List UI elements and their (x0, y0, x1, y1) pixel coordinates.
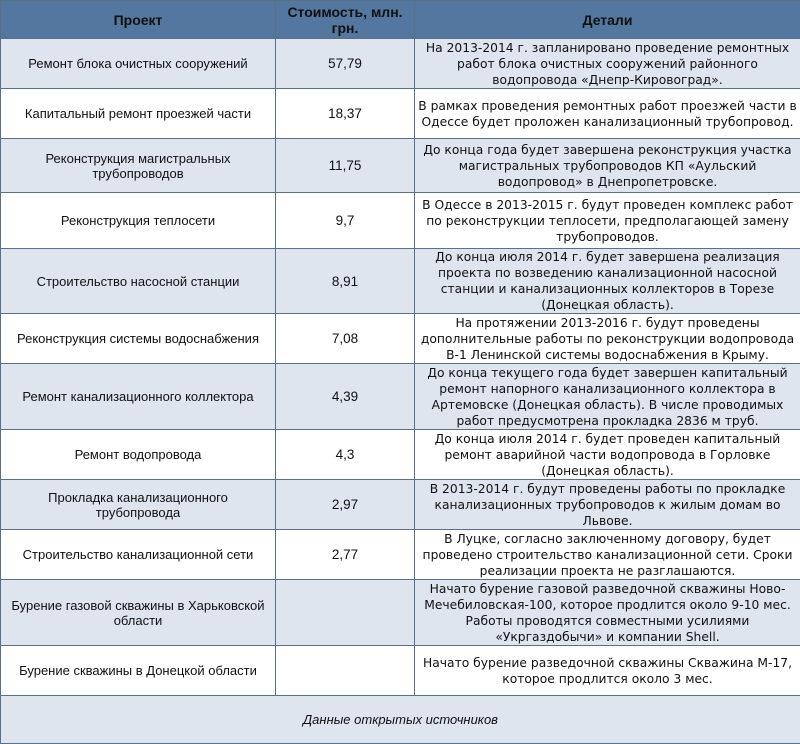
details-cell: В 2013-2014 г. будут проведены работы по прокладке канализационных трубопроводов к жилым домам во Львове. (415, 480, 800, 530)
project-cell: Прокладка канализационного трубопровода (1, 480, 276, 530)
cost-cell: 18,37 (276, 89, 415, 139)
project-cell: Реконструкция системы водоснабжения (1, 314, 276, 364)
project-cell: Ремонт блока очистных сооружений (1, 39, 276, 89)
project-cell: Строительство канализационной сети (1, 530, 276, 580)
cost-cell: 57,79 (276, 39, 415, 89)
cost-cell: 8,91 (276, 249, 415, 314)
cost-cell (276, 646, 415, 696)
details-cell: До конца июля 2014 г. будет проведен капитальный ремонт аварийной части водопровода в Горловке (Донецкая область). (415, 430, 800, 480)
table-row (1, 89, 800, 139)
details-cell: До конца текущего года будет завершен капитальный ремонт напорного канализационного коллектора в Артемовске (Донецкая область). В числе проводимых работ предусмотрена прокладка 2836 м труб. (415, 364, 800, 430)
details-cell: В рамках проведения ремонтных работ проезжей части в Одессе будет проложен канализационный трубопровод. (415, 89, 800, 139)
details-cell: Начато бурение разведочной скважины Скважина М-17, которое продлится около 3 мес. (415, 646, 800, 696)
table-row (1, 430, 800, 480)
source-note: Данные открытых источников (1, 696, 800, 744)
table-row (1, 646, 800, 696)
table-row (1, 139, 800, 193)
table-row (1, 480, 800, 530)
project-cell: Реконструкция теплосети (1, 193, 276, 249)
project-cell: Бурение газовой скважины в Харьковской области (1, 580, 276, 646)
cost-cell: 11,75 (276, 139, 415, 193)
project-cell: Строительство насосной станции (1, 249, 276, 314)
cost-cell: 9,7 (276, 193, 415, 249)
cost-cell: 2,77 (276, 530, 415, 580)
cost-cell (276, 580, 415, 646)
table-row (1, 530, 800, 580)
header-cost: Стоимость, млн. грн. (276, 1, 415, 39)
table-row (1, 193, 800, 249)
cost-cell: 7,08 (276, 314, 415, 364)
table-row (1, 364, 800, 430)
project-cell: Ремонт канализационного коллектора (1, 364, 276, 430)
project-cell: Бурение скважины в Донецкой области (1, 646, 276, 696)
cost-cell: 2,97 (276, 480, 415, 530)
table-row (1, 580, 800, 646)
cost-cell: 4,39 (276, 364, 415, 430)
header-details: Детали (415, 1, 800, 39)
details-cell: До конца июля 2014 г. будет завершена реализация проекта по возведению канализационной насосной станции и канализационных коллекторов в Торезе (Донецкая область). (415, 249, 800, 314)
project-cell: Ремонт водопровода (1, 430, 276, 480)
table-row (1, 39, 800, 89)
details-cell: До конца года будет завершена реконструкция участка магистральных трубопроводов КП «Аульский водопровод» в Днепропетровске. (415, 139, 800, 193)
table-row (1, 249, 800, 314)
footer-row (1, 696, 800, 744)
table-row (1, 314, 800, 364)
header-project: Проект (1, 1, 276, 39)
header-row (1, 1, 800, 39)
details-cell: Начато бурение газовой разведочной скважины Ново-Мечебиловская-100, которое продлится около 9-10 мес. Работы проводятся совместными усилиями «Укргаздобычи» и компании Shell. (415, 580, 800, 646)
project-cell: Реконструкция магистральных трубопроводов (1, 139, 276, 193)
project-cell: Капитальный ремонт проезжей части (1, 89, 276, 139)
cost-cell: 4,3 (276, 430, 415, 480)
details-cell: В Одессе в 2013-2015 г. будут проведен комплекс работ по реконструкции теплосети, предполагающей замену трубопроводов. (415, 193, 800, 249)
details-cell: В Луцке, согласно заключенному договору, будет проведено строительство канализационной сети. Сроки реализации проекта не разглашаются. (415, 530, 800, 580)
details-cell: На протяжении 2013-2016 г. будут проведены дополнительные работы по реконструкции водопровода В-1 Ленинской системы водоснабжения в Крыму. (415, 314, 800, 364)
details-cell: На 2013-2014 г. запланировано проведение ремонтных работ блока очистных сооружений районного водопровода «Днепр-Кировоград». (415, 39, 800, 89)
